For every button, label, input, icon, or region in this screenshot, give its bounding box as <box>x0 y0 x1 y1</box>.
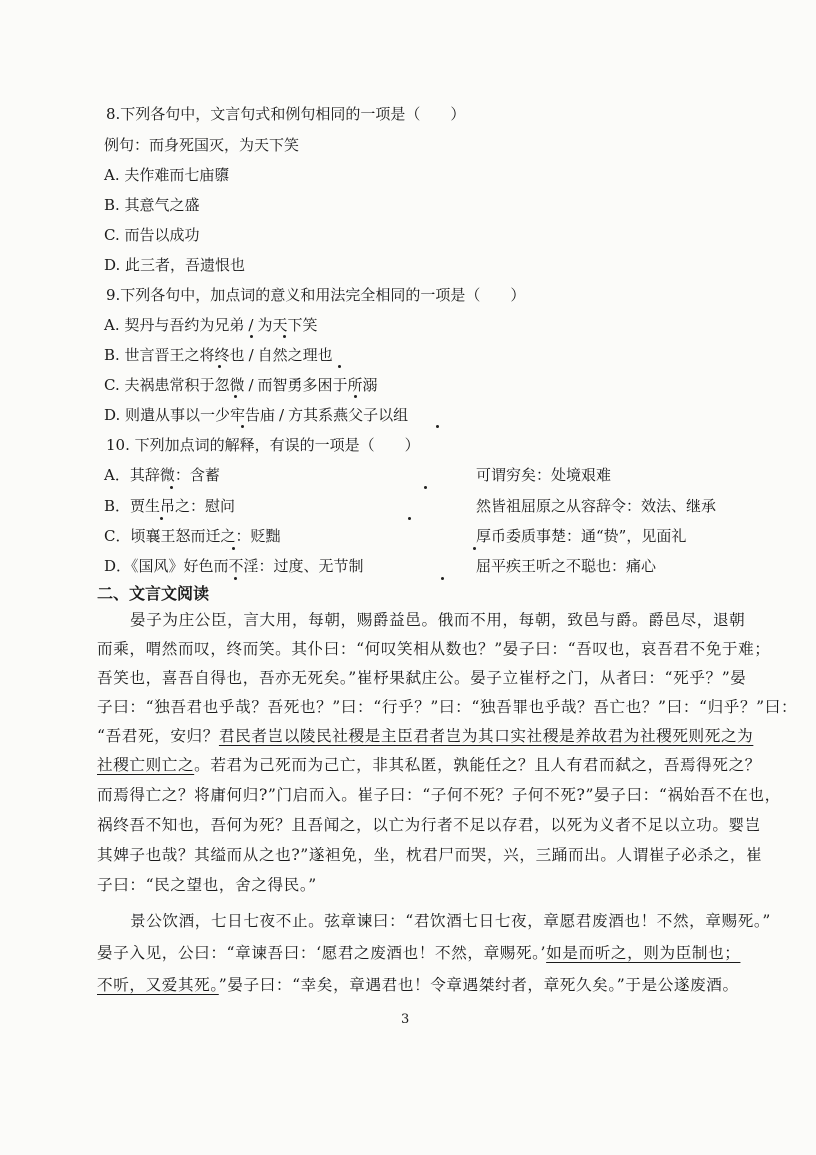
q9-option-b-right: 自然之理也 <box>257 346 333 364</box>
emphasis-dot <box>218 365 221 368</box>
q9-option-c-left: C. 夫祸患常积于忽微 <box>104 376 245 394</box>
emphasis-dot <box>170 486 173 489</box>
emphasis-dot <box>232 547 235 550</box>
emphasis-dot <box>250 335 253 338</box>
q10-row-d-left: D．《国风》好色而不淫：过度、无节制 <box>104 557 364 575</box>
q8-example: 例句：而身死国灭，为天下笑 <box>104 136 300 154</box>
emphasis-dot <box>408 517 411 520</box>
q10-row-c-left: C．顷襄王怒而迁之：贬黜 <box>104 527 281 545</box>
passage1-line: 子曰：“民之望也，舍之得民。” <box>97 876 317 894</box>
q10-row-b-left: B．贾生吊之：慰问 <box>104 497 236 515</box>
emphasis-dot <box>436 425 439 428</box>
q9-option-b-left: B. 世言晋王之将终也 <box>104 346 245 364</box>
q9-option-a-right: 为天下笑 <box>257 316 318 334</box>
emphasis-dot <box>160 517 163 520</box>
q9-option-a <box>104 314 317 335</box>
emphasis-dot <box>354 395 357 398</box>
passage1-text: “吾君死，安归？ <box>97 727 219 745</box>
q10-row-d <box>104 555 744 577</box>
passage1-line <box>97 724 753 746</box>
q10-stem: 10. 下列加点词的解释，有误的一项是（ ） <box>106 436 420 454</box>
emphasis-dot <box>338 365 341 368</box>
passage1-text: 。若君为己死而为己亡，非其私匿，孰能任之？且人有君而弑之，吾焉得死之？ <box>194 756 761 774</box>
underlined-sentence-end: 不听，又爱其死。 <box>97 976 219 994</box>
underlined-sentence-end: 社稷亡则亡之 <box>97 756 195 774</box>
q9-option-c <box>104 374 378 395</box>
passage1-line: 子曰：“独吾君也乎哉？吾死也？”曰：“行乎？”曰：“独吾罪也乎哉？吾亡也？”曰：“归乎？”曰： <box>97 698 798 716</box>
q9-separator: / <box>279 406 285 424</box>
q9-option-d-right: 方其系燕父子以组 <box>288 406 409 424</box>
q9-option-b <box>104 344 333 365</box>
q10-row-b-right: 然皆祖屈原之从容辞令：效法、继承 <box>476 497 717 515</box>
q9-option-d-left: D. 则遣从事以一少牢告庙 <box>104 406 276 424</box>
emphasis-dot <box>283 335 286 338</box>
passage2-line: 景公饮酒，七日七夜不止。弦章谏曰：“君饮酒七日七夜，章愿君废酒也！不然，章赐死。” <box>130 912 771 930</box>
passage1-line: 晏子为庄公臣，言大用，每朝，赐爵益邑。俄而不用，每朝，致邑与爵。爵邑尽，退朝 <box>130 611 746 629</box>
emphasis-dot <box>441 577 444 580</box>
q9-separator: / <box>248 346 254 364</box>
passage1-line: 而乘，喟然而叹，终而笑。其仆曰：“何叹笑相从数也？”晏子曰：“吾叹也，哀吾君不免于难； <box>97 640 771 658</box>
q9-option-a-left: A. 契丹与吾约为兄弟 <box>104 316 245 334</box>
q10-row-a-right: 可谓穷矣：处境艰难 <box>476 466 612 484</box>
passage1-line: 祸终吾不知也，吾何为死？且吾闻之，以亡为行者不足以存君，以死为义者不足以立功。婴岂 <box>97 816 761 834</box>
passage1-line <box>97 753 761 775</box>
passage2-line <box>97 941 740 963</box>
q10-row-a <box>104 464 744 486</box>
passage1-line: 而焉得亡之？将庸何归?”门启而入。崔子曰：“子何不死？子何不死?”晏子曰：“祸始吾不在也， <box>97 786 781 804</box>
q10-row-c-right: 厚币委质事楚：通“贽”，见面礼 <box>476 527 687 545</box>
q8-option-b: B. 其意气之盛 <box>104 196 200 214</box>
q8-option-d: D. 此三者，吾遗恨也 <box>104 256 246 274</box>
q8-stem: 8.下列各句中，文言句式和例句相同的一项是（ ） <box>106 105 466 123</box>
passage1-line: 其婢子也哉？其缢而从之也?”遂袒免，坐，枕君尸而哭，兴，三踊而出。人谓崔子必杀之，崔 <box>97 846 763 864</box>
section-title: 二、文言文阅读 <box>97 584 210 603</box>
q9-option-c-right: 而智勇多困于所溺 <box>257 376 378 394</box>
q9-separator: / <box>248 316 254 334</box>
q10-row-b <box>104 495 744 517</box>
q8-option-a: A. 夫作难而七庙隳 <box>104 166 230 184</box>
page-number: 3 <box>401 1012 410 1027</box>
q9-option-d <box>104 404 408 425</box>
emphasis-dot <box>424 486 427 489</box>
q9-separator: / <box>248 376 254 394</box>
q9-stem: 9.下列各句中，加点词的意义和用法完全相同的一项是（ ） <box>106 286 526 304</box>
emphasis-dot <box>234 577 237 580</box>
passage2-text: ”晏子曰：“幸矣，章遇君也！令章遇桀纣者，章死久矣。”于是公遂废酒。 <box>218 976 739 994</box>
q10-row-d-right: 屈平疾王听之不聪也：痛心 <box>476 557 657 575</box>
emphasis-dot <box>241 425 244 428</box>
q10-row-c <box>104 525 744 547</box>
underlined-sentence: 如是而听之，则为臣制也； <box>546 944 741 962</box>
q8-option-c: C. 而告以成功 <box>104 226 200 244</box>
emphasis-dot <box>473 547 476 550</box>
passage1-line: 吾笑也，喜吾自得也，吾亦无死矣。”崔杼果弑庄公。晏子立崔杼之门，从者曰：“死乎？”晏 <box>97 669 747 687</box>
passage2-line <box>97 973 739 995</box>
emphasis-dot <box>234 395 237 398</box>
underlined-sentence: 君民者岂以陵民社稷是主臣君者岂为其口实社稷是养故君为社稷死则死之为 <box>218 727 754 745</box>
passage2-text: 晏子入见，公曰：“章谏吾曰：‘愿君之废酒也！不然，章赐死。’ <box>97 944 547 962</box>
q10-row-a-left: A．其辞微：含蓄 <box>104 466 220 484</box>
